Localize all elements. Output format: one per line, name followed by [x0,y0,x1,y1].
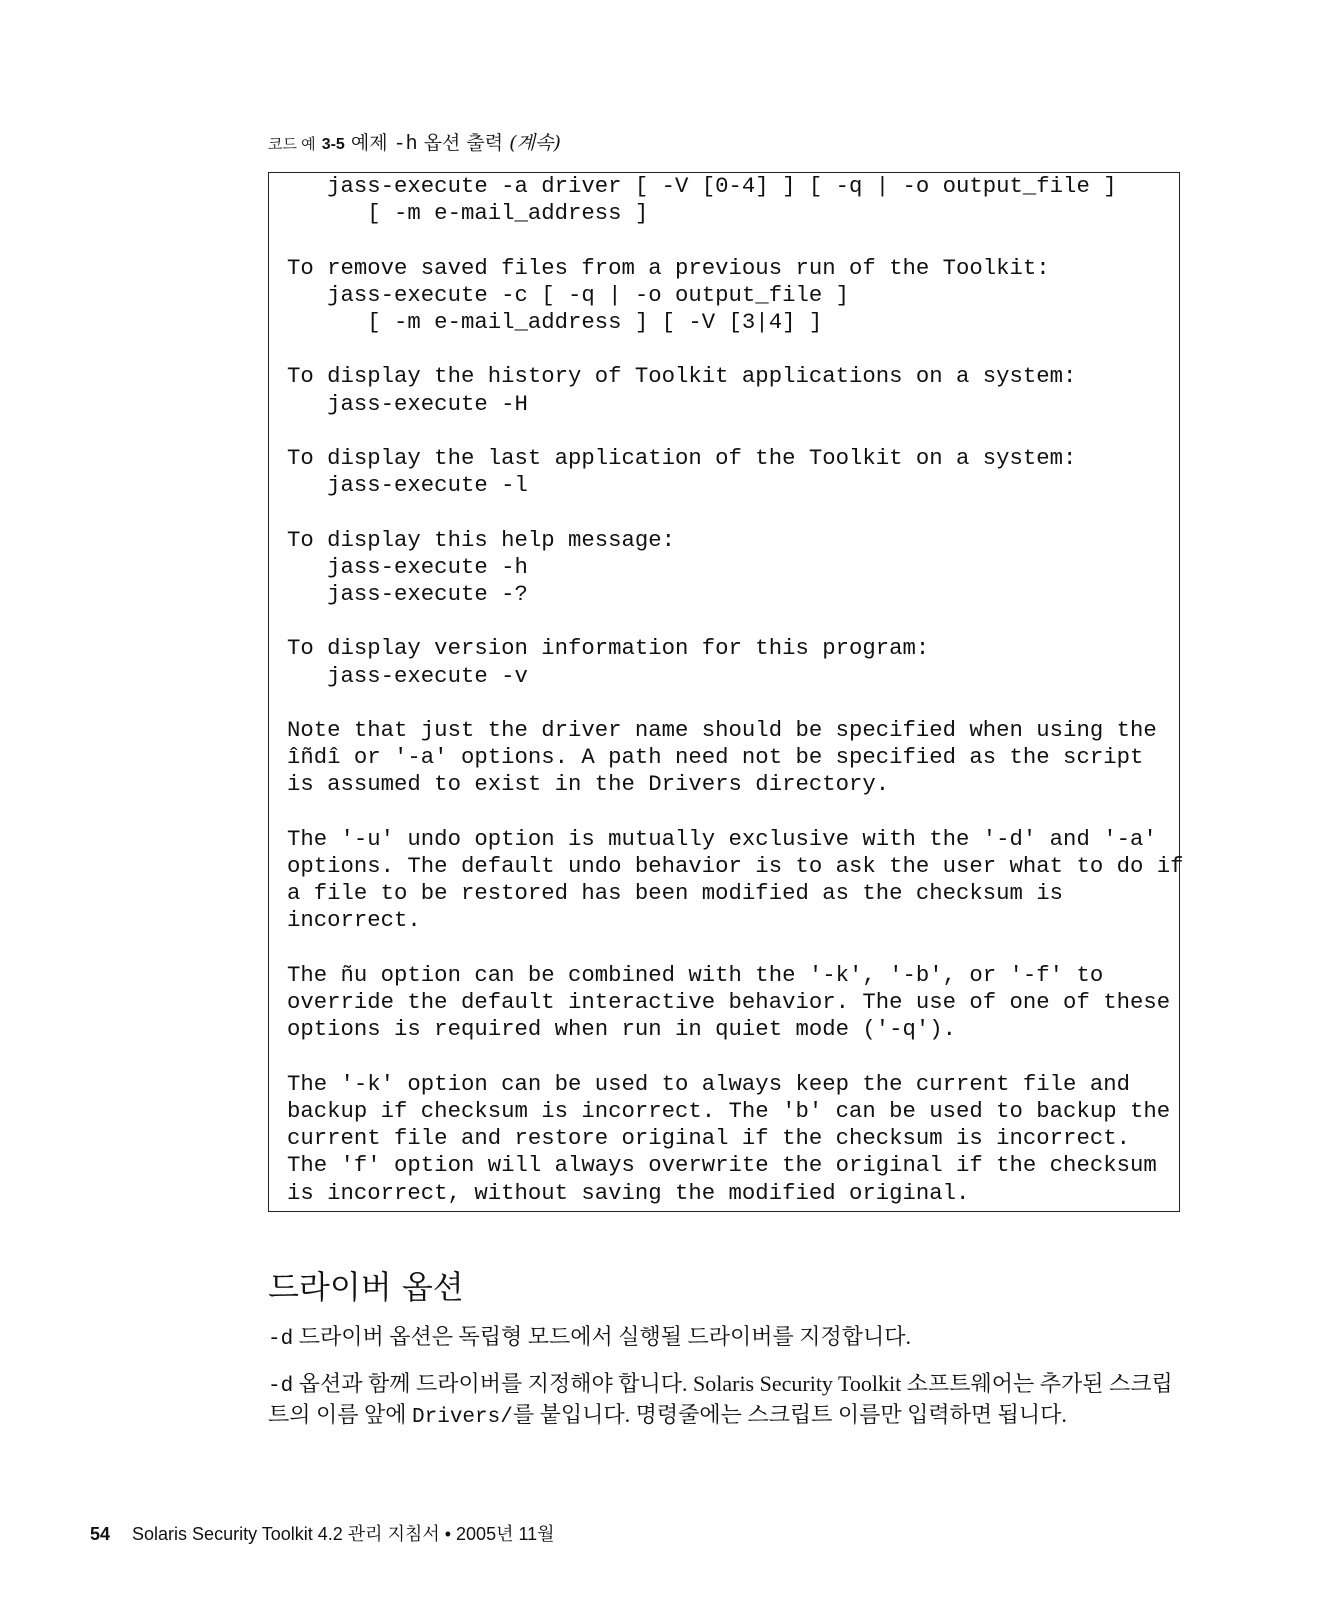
paragraph-2-text: 옵션과 함께 드라이버를 지정해야 합니다. Solaris Security Toolkit 소프트웨어는 추가된 스크립트의 이름 앞에 [268,1371,1173,1427]
page-footer [90,1520,555,1546]
option-code: -d [268,1375,294,1398]
paragraph-1-text: 드라이버 옵션은 독립형 모드에서 실행될 드라이버를 지정합니다. [298,1324,912,1349]
page-number: 54 [90,1524,111,1544]
caption-text: 예제 [350,132,388,154]
code-example-box [268,172,1184,1212]
caption-text-2: 옵션 출력 [423,132,504,154]
footer-title: Solaris Security Toolkit 4.2 관리 지침서 • 2005년 11월 [132,1524,555,1544]
code-listing: jass-execute -a driver [ -V [0-4] ] [ -q | -o output_file ] [ -m e-mail_address ] To remove saved files from a previous run of the Toolkit: jass-execute -c [ -q | -o output_file ] [ -m e-mail_address ] [ -V [3|4] ] To display the history of Toolkit applications on a system: jass-execute -H To display the last application of the Toolkit on a system: jass-execute -l To display this help message: jass-execute -h jass-execute -? To display version information for this program: jass-execute -v Note that just the driver name should be specified when using the îñdî or '-a' options. A path need not be specified as the script is assumed to exist in the Drivers directory. The '-u' undo option is mutually exclusive with the '-d' and '-a' options. The default undo behavior is to ask the user what to do if a file to be restored has been modified as the checksum is incorrect. The ñu option can be combined with the '-k', '-b', or '-f' to override the default interactive behavior. The use of one of these options is required when run in quiet mode ('-q'). The '-k' option can be used to always keep the current file and backup if checksum is incorrect. The 'b' can be used to backup the current file and restore original if the checksum is incorrect. The 'f' option will always overwrite the original if the checksum is incorrect, without saving the modified original. [287,173,1184,1206]
paragraph-2-text-end: 를 붙입니다. 명령줄에는 스크립트 이름만 입력하면 됩니다. [512,1402,1067,1427]
paragraph-1 [268,1323,911,1354]
code-example-caption [268,128,561,156]
caption-label: 코드 예 [268,136,316,153]
drivers-path-code: Drivers/ [412,1406,513,1429]
caption-continued: (계속) [509,132,561,154]
section-title: 드라이버 옵션 [268,1268,464,1306]
caption-option: -h [393,133,418,156]
option-code: -d [268,1328,294,1351]
caption-number: 3-5 [321,136,345,153]
paragraph-2 [268,1370,1188,1432]
